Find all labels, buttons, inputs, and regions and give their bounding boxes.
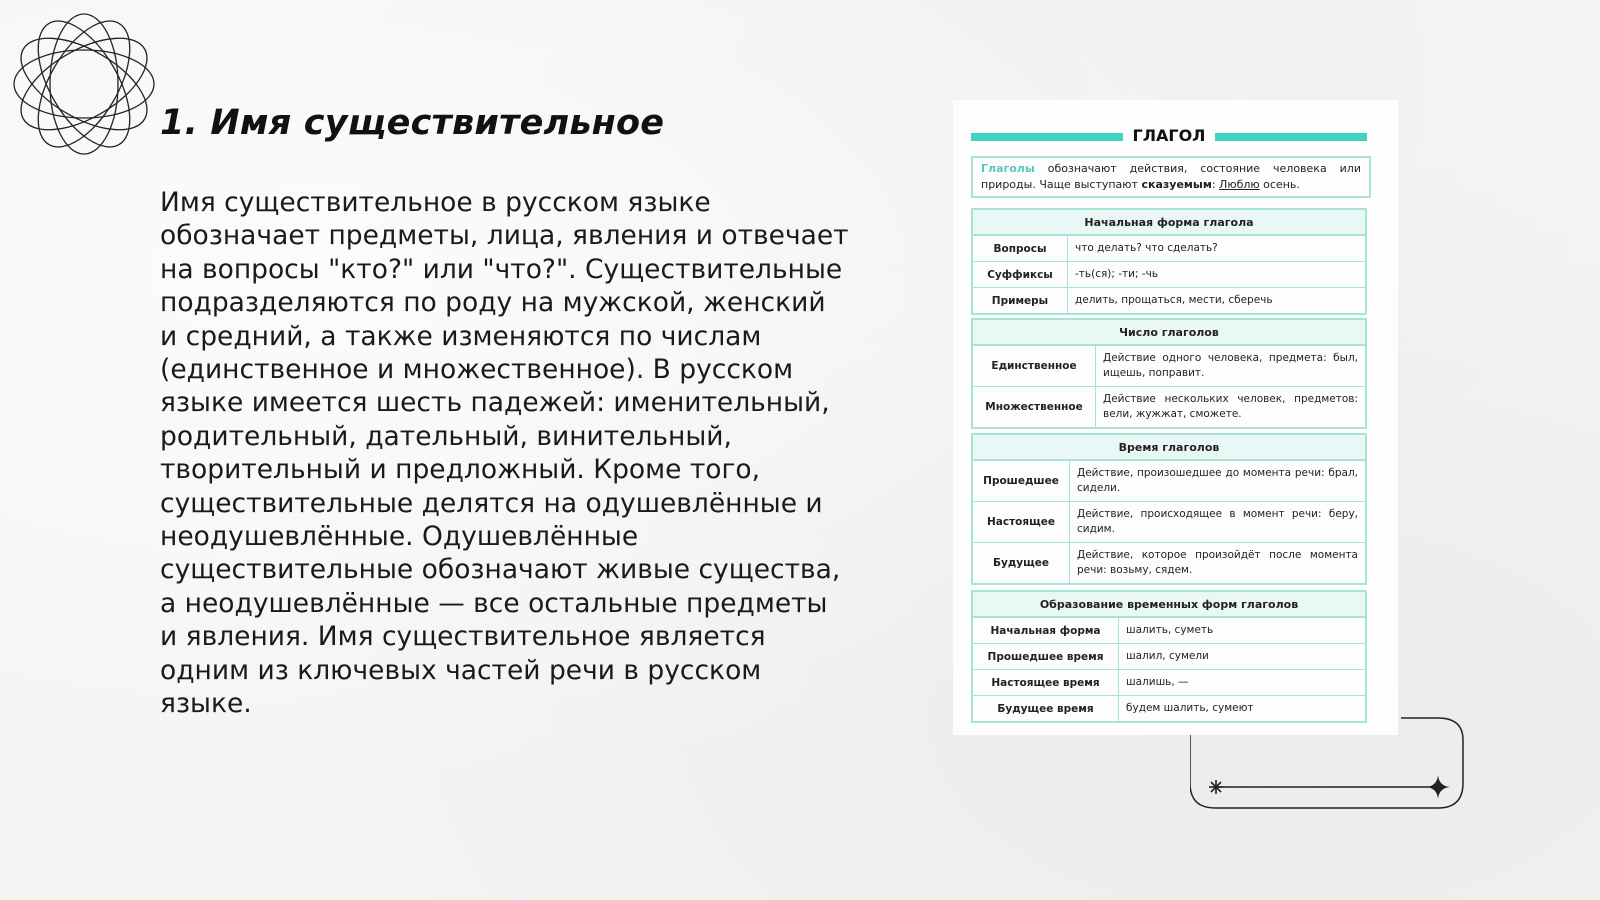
table-row	[972, 288, 1366, 315]
row-label: Настоящее	[972, 502, 1070, 543]
row-label: Будущее время	[972, 696, 1119, 723]
table-row	[972, 543, 1366, 585]
table-row	[972, 502, 1366, 543]
row-label: Единственное	[972, 345, 1096, 387]
table-heading: Время глаголов	[972, 434, 1366, 460]
row-value: Действие, происходящее в момент речи: беру, сидим.	[1070, 502, 1367, 543]
table-row	[972, 644, 1366, 670]
row-value: шалишь, —	[1119, 670, 1367, 696]
slide-body-text: Имя существительное в русском языке обозначает предметы, лица, явления и отвечает на вопросы "кто?" или "что?". Существительные подразделяются по роду на мужской, женский и средний, а также изменяются по числам (единственное и множественное). В русском языке имеется шесть падежей: именительный, родительный, дательный, винительный, творительный и предложный. Кроме того, существительные делятся на одушевлённые и неодушевлённые. Одушевлённые существительные обозначают живые существа, а неодушевлённые — все остальные предметы и явления. Имя существительное является одним из ключевых частей речи в русском языке.	[160, 187, 849, 720]
row-value: Действие, произошедшее до момента речи: брал, сидели.	[1070, 460, 1367, 502]
sparkle-star-icon	[1209, 780, 1223, 794]
intro-example: Люблю	[1219, 178, 1260, 191]
table-row	[972, 235, 1366, 262]
table-heading: Образование временных форм глаголов	[972, 591, 1366, 617]
intro-highlight: Глаголы	[981, 162, 1035, 175]
table-row	[972, 387, 1366, 429]
row-value: -ть(ся); -ти; -чь	[1068, 262, 1367, 288]
row-value: Действие, которое произойдёт после момента речи: возьму, сядем.	[1070, 543, 1367, 585]
table-row	[972, 617, 1366, 644]
row-label: Прошедшее время	[972, 644, 1119, 670]
table-heading: Начальная форма глагола	[972, 209, 1366, 235]
row-label: Суффиксы	[972, 262, 1068, 288]
card-title: ГЛАГОЛ	[1132, 126, 1206, 145]
card-header	[971, 126, 1367, 148]
table-row	[972, 262, 1366, 288]
table-row	[972, 460, 1366, 502]
row-value: будем шалить, сумеют	[1119, 696, 1367, 723]
plus-star-icon	[1426, 775, 1450, 799]
row-value: шалить, суметь	[1119, 617, 1367, 644]
card-intro	[971, 156, 1371, 198]
table-row	[972, 345, 1366, 387]
verb-reference-card	[953, 100, 1398, 735]
row-value: шалил, сумели	[1119, 644, 1367, 670]
slide-title: 1. Имя существительное	[160, 103, 665, 143]
formation-table	[971, 590, 1367, 723]
decorative-frame	[1190, 715, 1470, 815]
row-label: Множественное	[972, 387, 1096, 429]
number-table	[971, 318, 1367, 429]
intro-text-1: обозначают действия, состояние человека или природы. Чаще выступают	[981, 162, 1361, 191]
row-label: Вопросы	[972, 235, 1068, 262]
row-label: Начальная форма	[972, 617, 1119, 644]
row-label: Примеры	[972, 288, 1068, 315]
header-bar-right	[1215, 133, 1367, 141]
intro-bold: сказуемым	[1141, 178, 1212, 191]
row-label: Настоящее время	[972, 670, 1119, 696]
intro-text-2: :	[1211, 178, 1220, 191]
table-heading: Число глаголов	[972, 319, 1366, 345]
row-value: что делать? что сделать?	[1068, 235, 1367, 262]
table-row	[972, 670, 1366, 696]
row-label: Будущее	[972, 543, 1070, 585]
row-value: делить, прощаться, мести, сберечь	[1068, 288, 1367, 315]
row-value: Действие одного человека, предмета: был, ищешь, поправит.	[1096, 345, 1367, 387]
row-value: Действие нескольких человек, предметов: вели, жужжат, сможете.	[1096, 387, 1367, 429]
row-label: Прошедшее	[972, 460, 1070, 502]
rosette-ornament	[10, 10, 158, 158]
tense-table	[971, 433, 1367, 585]
intro-text-3: осень.	[1259, 178, 1300, 191]
initial-form-table	[971, 208, 1367, 315]
